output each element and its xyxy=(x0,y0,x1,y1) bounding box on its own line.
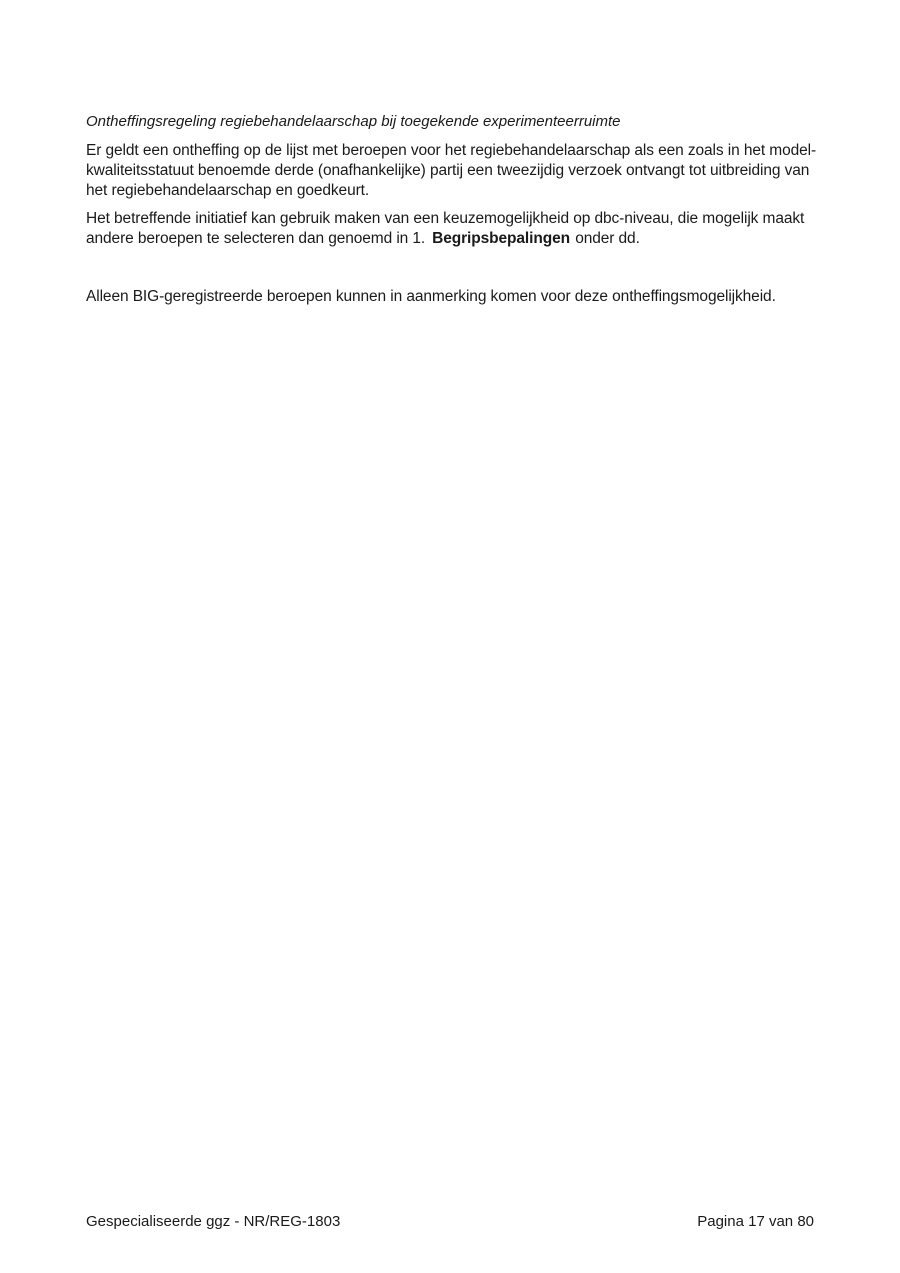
paragraph-initiatief-text: Het betreffende initiatief kan gebruik maken van een keuzemogelijkheid op dbc-niveau, die mogelijk maakt andere beroepen te selecteren dan genoemd in 1. xyxy=(86,210,805,247)
bold-reference-begripsbepalingen: Begripsbepalingen xyxy=(432,230,570,247)
section-heading: Ontheffingsregeling regiebehandelaarschap bij toegekende experimenteerruimte xyxy=(86,113,621,130)
paragraph-initiatief-suffix: onder dd. xyxy=(575,230,640,247)
paragraph-big-registratie: Alleen BIG-geregistreerde beroepen kunnen in aanmerking komen voor deze ontheffingsmogelijkheid. xyxy=(86,288,776,305)
footer-page-indicator: Pagina 17 van 80 xyxy=(697,1213,814,1230)
paragraph-ontheffing: Er geldt een ontheffing op de lijst met beroepen voor het regiebehandelaarschap als een zoals in het model-kwaliteitsstatuut benoemde derde (onafhankelijke) partij een tweezijdig verzoek ontvangt tot uitbreiding van het regiebehandelaarschap en goedkeurt. xyxy=(86,142,817,199)
paragraph-initiatief xyxy=(86,209,820,249)
page-content xyxy=(86,112,820,315)
page-footer xyxy=(86,1213,814,1231)
footer-document-label: Gespecialiseerde ggz - NR/REG-1803 xyxy=(86,1213,341,1230)
